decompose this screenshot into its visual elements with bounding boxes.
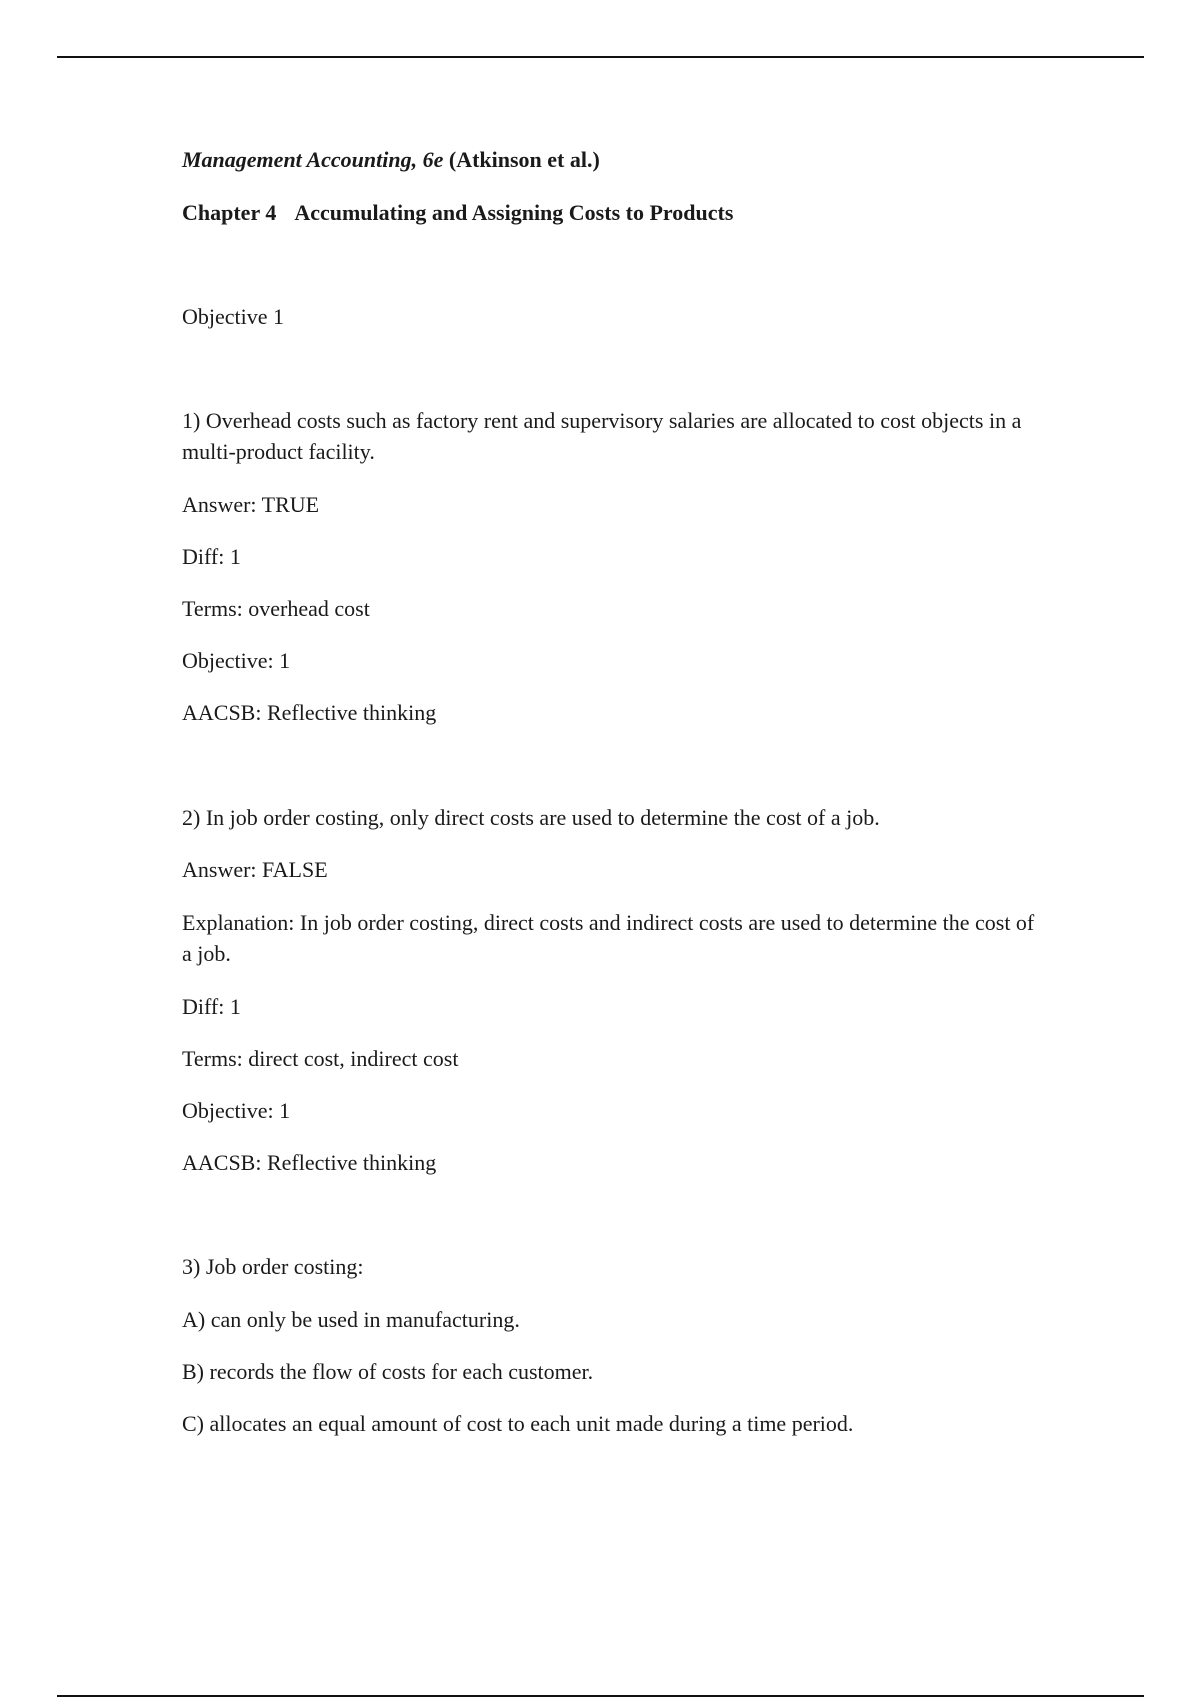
section-objective: Objective 1 — [182, 304, 285, 329]
question-2-aacsb: AACSB: Reflective thinking — [182, 1150, 437, 1175]
question-3-option-a: A) can only be used in manufacturing. — [182, 1307, 520, 1332]
question-3-option-c: C) allocates an equal amount of cost to each unit made during a time period. — [182, 1411, 854, 1436]
chapter-title: Accumulating and Assigning Costs to Products — [294, 200, 734, 225]
question-2-text: 2) In job order costing, only direct costs are used to determine the cost of a job. — [182, 805, 880, 830]
question-2-explanation: Explanation: In job order costing, direct costs and indirect costs are used to determine the cost of a job. — [182, 910, 1035, 966]
question-2-answer: Answer: FALSE — [182, 857, 328, 882]
question-3-option-b: B) records the flow of costs for each customer. — [182, 1359, 594, 1384]
question-1-diff: Diff: 1 — [182, 544, 241, 569]
chapter-label: Chapter 4 — [182, 200, 277, 225]
chapter-heading — [182, 197, 733, 228]
bottom-rule — [57, 1695, 1144, 1697]
book-authors: (Atkinson et al.) — [448, 147, 600, 172]
question-1-aacsb: AACSB: Reflective thinking — [182, 700, 437, 725]
question-2-diff: Diff: 1 — [182, 994, 241, 1019]
book-title: Management Accounting, 6e — [182, 147, 444, 172]
top-rule — [57, 56, 1144, 58]
question-3-text: 3) Job order costing: — [182, 1254, 364, 1279]
question-1-objective: Objective: 1 — [182, 648, 291, 673]
question-2-objective: Objective: 1 — [182, 1098, 291, 1123]
question-1-terms: Terms: overhead cost — [182, 596, 370, 621]
question-1-text: 1) Overhead costs such as factory rent and supervisory salaries are allocated to cost objects in a multi-product facility. — [182, 408, 1022, 464]
question-2-terms: Terms: direct cost, indirect cost — [182, 1046, 459, 1071]
book-heading — [182, 144, 600, 175]
question-1-answer: Answer: TRUE — [182, 492, 320, 517]
